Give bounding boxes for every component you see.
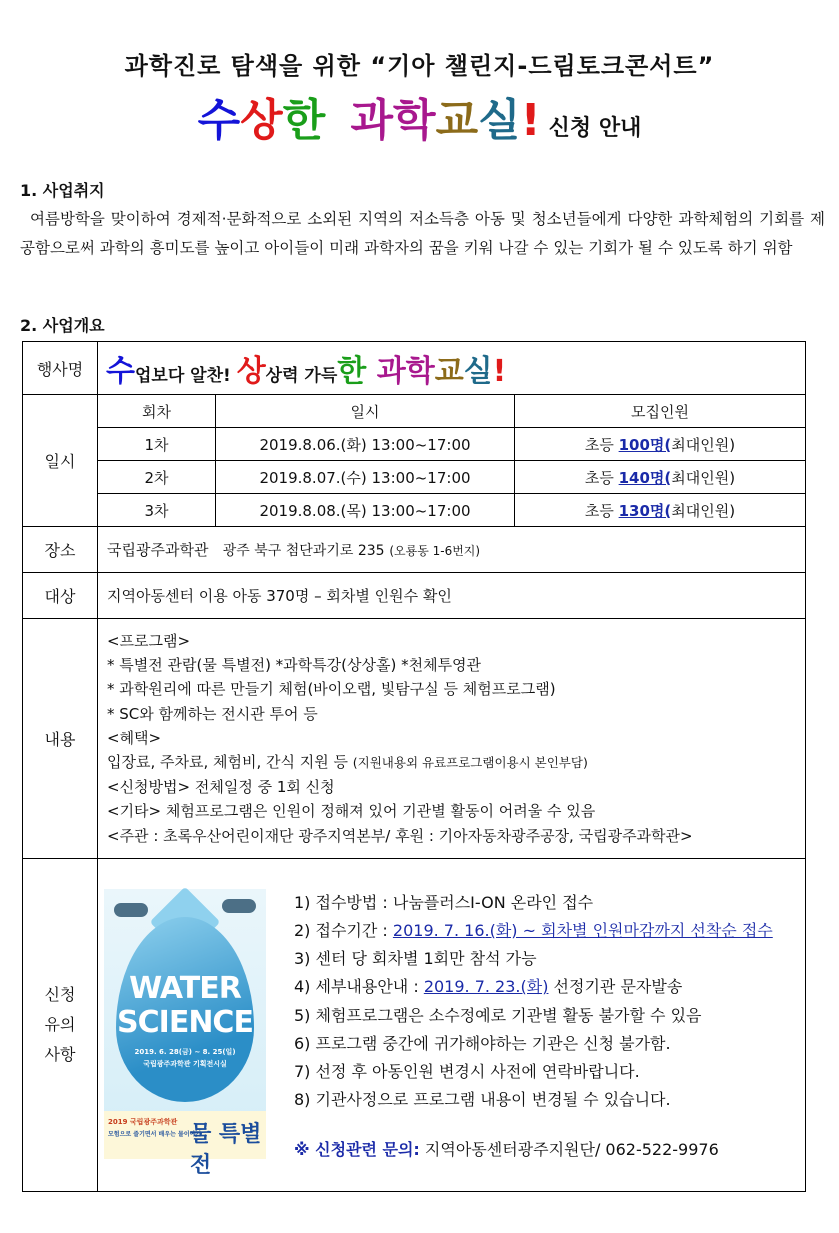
title-char: 상: [240, 95, 283, 146]
cloud-icon: [114, 903, 148, 917]
content-line: <기타> 체험프로그램은 인원이 정해져 있어 기관별 활동이 어려울 수 있음: [107, 802, 596, 821]
list-item: 1) 접수방법 : 나눔플러스I-ON 온라인 접수: [294, 892, 594, 912]
table-row: [98, 494, 805, 527]
target-label: 대상: [23, 573, 98, 619]
date-cell: 2019.8.07.(수) 13:00~17:00: [216, 461, 515, 494]
place-address: 광주 북구 첨단과기로 235: [222, 543, 385, 559]
event-name: [98, 342, 806, 395]
cloud-icon: [222, 899, 256, 913]
count-cell: [515, 494, 806, 527]
title-char: !: [520, 95, 541, 146]
count-pre: 초등: [584, 501, 619, 520]
content-benefit: [107, 750, 797, 775]
poster-dates: 2019. 6. 28(금) ~ 8. 25(일): [134, 1047, 236, 1056]
title-char: 과: [350, 95, 394, 146]
apply-notes-list: [294, 889, 773, 1115]
content-line: <신청방법> 전체일정 중 1회 신청: [107, 778, 335, 797]
list-item: 5) 체험프로그램은 소수정예로 기관별 활동 불가할 수 있음: [294, 1005, 702, 1025]
notice-date-link: 2019. 7. 23.(화): [423, 977, 549, 997]
list-item: 6) 프로그램 중간에 귀가해야하는 기관은 신청 불가함.: [294, 1033, 671, 1053]
event-char: 한: [337, 354, 367, 389]
content-cell: [98, 619, 806, 859]
overview-table: [22, 341, 806, 1192]
schedule-header: 모집인원: [515, 395, 806, 428]
round-cell: 3차: [98, 494, 216, 527]
round-cell: 1차: [98, 428, 216, 461]
poster-venue: 국립광주과학관 기획전시실: [143, 1059, 227, 1068]
event-char: 수: [106, 354, 135, 389]
content-line: * 과학원리에 따른 만들기 체험(바이오랩, 빛탐구실 등 체험프로그램): [107, 680, 556, 699]
table-row: [98, 461, 805, 494]
schedule-label: 일시: [23, 395, 98, 527]
list-item: [294, 917, 773, 945]
content-label: 내용: [23, 619, 98, 859]
event-char: !: [492, 354, 507, 389]
list-item-post: 선정기관 문자발송: [548, 977, 683, 997]
poster-title-water: WATER: [129, 970, 241, 1006]
table-row: [98, 395, 805, 428]
apply-label-line: 사항: [44, 1044, 76, 1064]
section2-heading: 2. 사업개요: [20, 316, 105, 335]
content-line: <혜택>: [107, 728, 162, 747]
table-row: [98, 428, 805, 461]
count-cell: [515, 461, 806, 494]
poster-banner-small: 2019 국립광주과학관: [108, 1117, 178, 1126]
section1-text: 여름방학을 맞이하여 경제적·문화적으로 소외된 지역의 저소득층 아동 및 청소년들에게 다양한 과학체험의 기회를 제공함으로써 과학의 흥미도를 높이고 아이들이 미래 과학자의 꿈을 키워 나갈 수 있는 기회가 될 수 있도록 하기 위함: [20, 210, 825, 257]
list-item: 8) 기관사정으로 프로그램 내용이 변경될 수 있습니다.: [294, 1090, 671, 1110]
content-line: * SC와 함께하는 전시관 투어 등: [107, 704, 318, 723]
title-line2: [0, 84, 839, 148]
schedule-cell: [98, 395, 806, 527]
apply-label-line: 유의: [44, 1014, 76, 1034]
title-char: 한: [282, 95, 326, 146]
schedule-table: [98, 395, 805, 526]
count-pre: 초등: [584, 435, 619, 454]
count-value: 100명(: [618, 435, 672, 454]
count-post: 최대인원): [671, 501, 736, 520]
event-text: 업보다 알찬!: [134, 366, 237, 386]
count-post: 최대인원): [671, 435, 736, 454]
apply-label: [23, 858, 98, 1191]
title-char: 교: [435, 95, 479, 146]
count-value: 130명(: [618, 501, 672, 520]
content-line: <프로그램>: [107, 632, 191, 650]
schedule-header: 일시: [216, 395, 515, 428]
contact-label: ※ 신청관련 문의:: [294, 1139, 420, 1159]
event-char: 교: [434, 354, 464, 389]
event-char: 학: [405, 354, 435, 389]
title-char: 실: [478, 95, 521, 146]
count-post: 최대인원): [671, 468, 736, 487]
poster-banner-big: 물 특별전: [190, 1121, 262, 1178]
apply-period-link: 2019. 7. 16.(화) ~ 회차별 인원마감까지 선착순 접수: [392, 921, 773, 941]
date-cell: 2019.8.06.(화) 13:00~17:00: [216, 428, 515, 461]
date-cell: 2019.8.08.(목) 13:00~17:00: [216, 494, 515, 527]
place-label: 장소: [23, 527, 98, 573]
target-value: 지역아동센터 이용 아동 370명 – 회차별 인원수 확인: [98, 573, 806, 619]
content-line: * 특별전 관람(물 특별전) *과학특강(상상홀) *천체투영관: [107, 656, 482, 675]
section1-heading: 1. 사업취지: [20, 181, 105, 200]
title-char: 수: [197, 95, 241, 146]
title-char: 학: [393, 95, 436, 146]
event-char: 상: [236, 354, 266, 389]
poster-title-science: SCIENCE: [117, 1004, 253, 1040]
place-value: [98, 527, 806, 573]
title-line1: 과학진로 탐색을 위한 “기아 챌린지-드림토크콘서트”: [124, 52, 715, 80]
count-cell: [515, 428, 806, 461]
event-text: 상력 가득: [265, 366, 338, 386]
list-item: 3) 센터 당 회차별 1회만 참석 가능: [294, 949, 537, 969]
event-char: 실: [463, 354, 493, 389]
water-science-poster: [104, 889, 266, 1178]
schedule-header: 회차: [98, 395, 216, 428]
list-item: 7) 선정 후 아동인원 변경시 사전에 연락바랍니다.: [294, 1062, 640, 1082]
benefit-note: (지원내용외 유료프로그램이용시 본인부담): [352, 755, 588, 771]
list-item-pre: 4) 세부내용안내 :: [294, 977, 424, 997]
content-line: <주관 : 초록우산어린이재단 광주지역본부/ 후원 : 기아자동차광주공장, 국립광주과학관>: [107, 826, 693, 845]
list-item: [294, 973, 773, 1001]
place-address-note: (오룡동 1-6번지): [389, 544, 481, 558]
title-tail: 신청 안내: [548, 116, 642, 141]
list-item-pre: 2) 접수기간 :: [294, 921, 393, 941]
round-cell: 2차: [98, 461, 216, 494]
event-label: 행사명: [23, 342, 98, 395]
contact-line: [294, 1137, 719, 1160]
benefit-text: 입장료, 주차료, 체험비, 간식 지원 등: [107, 753, 353, 772]
apply-cell: [98, 858, 806, 1191]
apply-label-line: 신청: [44, 984, 76, 1004]
poster-banner-sub: 모험으로 즐기면서 배우는 물이야기: [108, 1130, 202, 1138]
count-pre: 초등: [584, 468, 619, 487]
title-char: [325, 95, 340, 146]
contact-text: 지역아동센터광주지원단/ 062-522-9976: [419, 1139, 719, 1159]
event-char: 과: [366, 354, 406, 389]
count-value: 140명(: [618, 468, 672, 487]
place-name: 국립광주과학관: [107, 541, 209, 559]
